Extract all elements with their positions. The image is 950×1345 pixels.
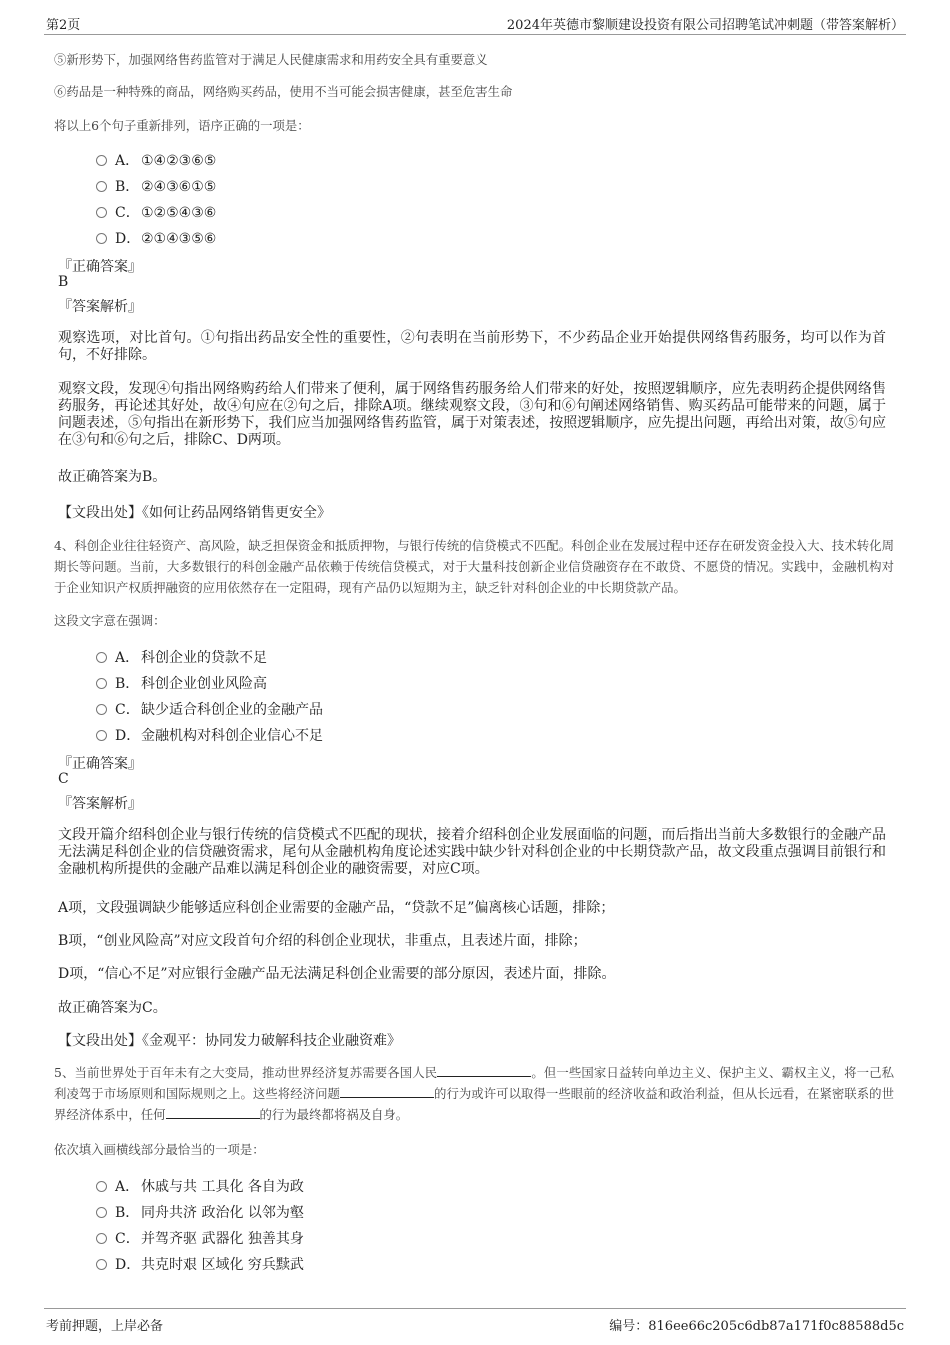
radio-button[interactable] xyxy=(96,1259,107,1270)
q4-analysis-2: A项，文段强调缺少能够适应科创企业需要的金融产品，“贷款不足”偏离核心话题，排除； xyxy=(58,900,615,916)
q3-analysis-label: 『答案解析』 xyxy=(58,299,142,315)
radio-button[interactable] xyxy=(96,678,107,689)
fill-blank-1 xyxy=(437,1065,531,1077)
q3-prompt: 将以上6个句子重新排列，语序正确的一项是： xyxy=(54,118,310,133)
q3-answer-label: 『正确答案』 xyxy=(58,259,142,275)
footer-slogan: 考前押题，上岸必备 xyxy=(46,1319,164,1334)
q3-source: 【文段出处】《如何让药品网络销售更安全》 xyxy=(58,505,331,521)
q3-analysis-1: 观察选项，对比首句。①句指出药品安全性的重要性，②句表明在当前形势下，不少药品企业开始提供网络售药服务，均可以作为首句，不好排除。 xyxy=(58,330,886,363)
q4-option-b[interactable]: B． 科创企业创业风险高 xyxy=(96,673,267,693)
q4-prompt: 这段文字意在强调： xyxy=(54,613,166,628)
q3-sentence-5: ⑤新形势下，加强网络售药监管对于满足人民健康需求和用药安全具有重要意义 xyxy=(54,52,488,67)
q5-option-c[interactable]: C．并驾齐驱 武器化 独善其身 xyxy=(96,1228,304,1248)
page-footer xyxy=(44,1308,906,1333)
q4-stem: 4、科创企业往往轻资产、高风险，缺乏担保资金和抵质押物，与银行传统的信贷模式不匹配。科创企业在发展过程中还存在研发资金投入大、技术转化周期长等问题。当前，大多数银行的科创金融产品依赖于传统信贷模式，对于大量科技创新企业信贷融资存在不敢贷、不愿贷的情况。实践中，金融机构对于企业知识产权质押融资的应用依然存在一定阻碍，现有产品仍以短期为主，缺乏针对科创企业的中长期贷款产品。 xyxy=(54,538,894,595)
q4-analysis-5: 故正确答案为C。 xyxy=(58,1000,167,1016)
document-id: 编号：816ee66c205c6db87a171f0c88588d5c xyxy=(609,1319,904,1334)
radio-button[interactable] xyxy=(96,207,107,218)
page-number: 第2页 xyxy=(46,18,81,33)
document-title: 2024年英德市黎顺建设投资有限公司招聘笔试冲刺题（带答案解析） xyxy=(506,18,904,33)
radio-button[interactable] xyxy=(96,155,107,166)
fill-blank-2 xyxy=(340,1086,434,1098)
q4-answer-label: 『正确答案』 xyxy=(58,756,142,772)
radio-button[interactable] xyxy=(96,730,107,741)
q5-option-a[interactable]: A． 休戚与共 工具化 各自为政 xyxy=(96,1176,304,1196)
q3-analysis-2: 观察文段，发现④句指出网络购药给人们带来了便利，属于网络售药服务给人们带来的好处，按照逻辑顺序，应先表明药企提供网络售药服务，再论述其好处，故④句应在②句之后，排除A项。继续观察文段，③句和⑥句阐述网络销售、购买药品可能带来的问题，属于问题表述，⑤句指出在新形势下，我们应当加强网络售药监管，属于对策表述，按照逻辑顺序，应先提出问题，再给出对策，故⑤句应在③句和⑥句之后，排除C、D两项。 xyxy=(58,381,886,448)
q3-sentence-6: ⑥药品是一种特殊的商品，网络购买药品，使用不当可能会损害健康，甚至危害生命 xyxy=(54,84,513,99)
q4-option-d[interactable]: D．金融机构对科创企业信心不足 xyxy=(96,725,323,745)
q4-option-c[interactable]: C．缺少适合科创企业的金融产品 xyxy=(96,699,323,719)
radio-button[interactable] xyxy=(96,181,107,192)
q4-answer: C xyxy=(58,771,69,787)
radio-button[interactable] xyxy=(96,233,107,244)
q4-analysis-3: B项，“创业风险高”对应文段首句介绍的科创企业现状，非重点，且表述片面，排除； xyxy=(58,933,587,949)
q4-source: 【文段出处】《金观平：协同发力破解科技企业融资难》 xyxy=(58,1033,401,1049)
q4-analysis-label: 『答案解析』 xyxy=(58,796,142,812)
radio-button[interactable] xyxy=(96,704,107,715)
q3-option-c[interactable]: C．①②⑤④③⑥ xyxy=(96,202,216,222)
q4-option-a[interactable]: A． 科创企业的贷款不足 xyxy=(96,647,267,667)
q5-stem: 5、当前世界处于百年未有之大变局，推动世界经济复苏需要各国人民 。但一些国家日益转向单边主义、保护主义、霸权主义，将一己私利凌驾于市场原则和国际规则之上。这些将经济问题 的行为或许可以取得一些眼前的经济收益和政治利益，但从长远看，在紧密联系的世界经济体系中，任何 的行为最终都将祸及自身。 xyxy=(54,1065,895,1122)
q4-analysis-4: D项，“信心不足”对应银行金融产品无法满足科创企业需要的部分原因，表述片面，排除。 xyxy=(58,966,616,982)
q5-option-b[interactable]: B． 同舟共济 政治化 以邻为壑 xyxy=(96,1202,304,1222)
radio-button[interactable] xyxy=(96,1181,107,1192)
q3-analysis-3: 故正确答案为B。 xyxy=(58,469,167,485)
radio-button[interactable] xyxy=(96,1233,107,1244)
fill-blank-3 xyxy=(166,1107,260,1119)
q5-prompt: 依次填入画横线部分最恰当的一项是： xyxy=(54,1142,265,1157)
q3-answer: B xyxy=(58,274,69,290)
q3-option-a[interactable]: A． ①④②③⑥⑤ xyxy=(96,150,216,170)
q3-option-b[interactable]: B． ②④③⑥①⑤ xyxy=(96,176,216,196)
q3-option-d[interactable]: D．②①④③⑤⑥ xyxy=(96,228,216,248)
q5-option-d[interactable]: D．共克时艰 区域化 穷兵黩武 xyxy=(96,1254,304,1274)
page-header xyxy=(44,14,906,35)
q4-analysis-1: 文段开篇介绍科创企业与银行传统的信贷模式不匹配的现状，接着介绍科创企业发展面临的问题，而后指出当前大多数银行的金融产品无法满足科创企业的信贷融资需求，尾句从金融机构角度论述实践中缺少针对科创企业的中长期贷款产品，故文段重点强调目前银行和金融机构所提供的金融产品难以满足科创企业的融资需要，对应C项。 xyxy=(58,827,886,877)
radio-button[interactable] xyxy=(96,1207,107,1218)
radio-button[interactable] xyxy=(96,652,107,663)
